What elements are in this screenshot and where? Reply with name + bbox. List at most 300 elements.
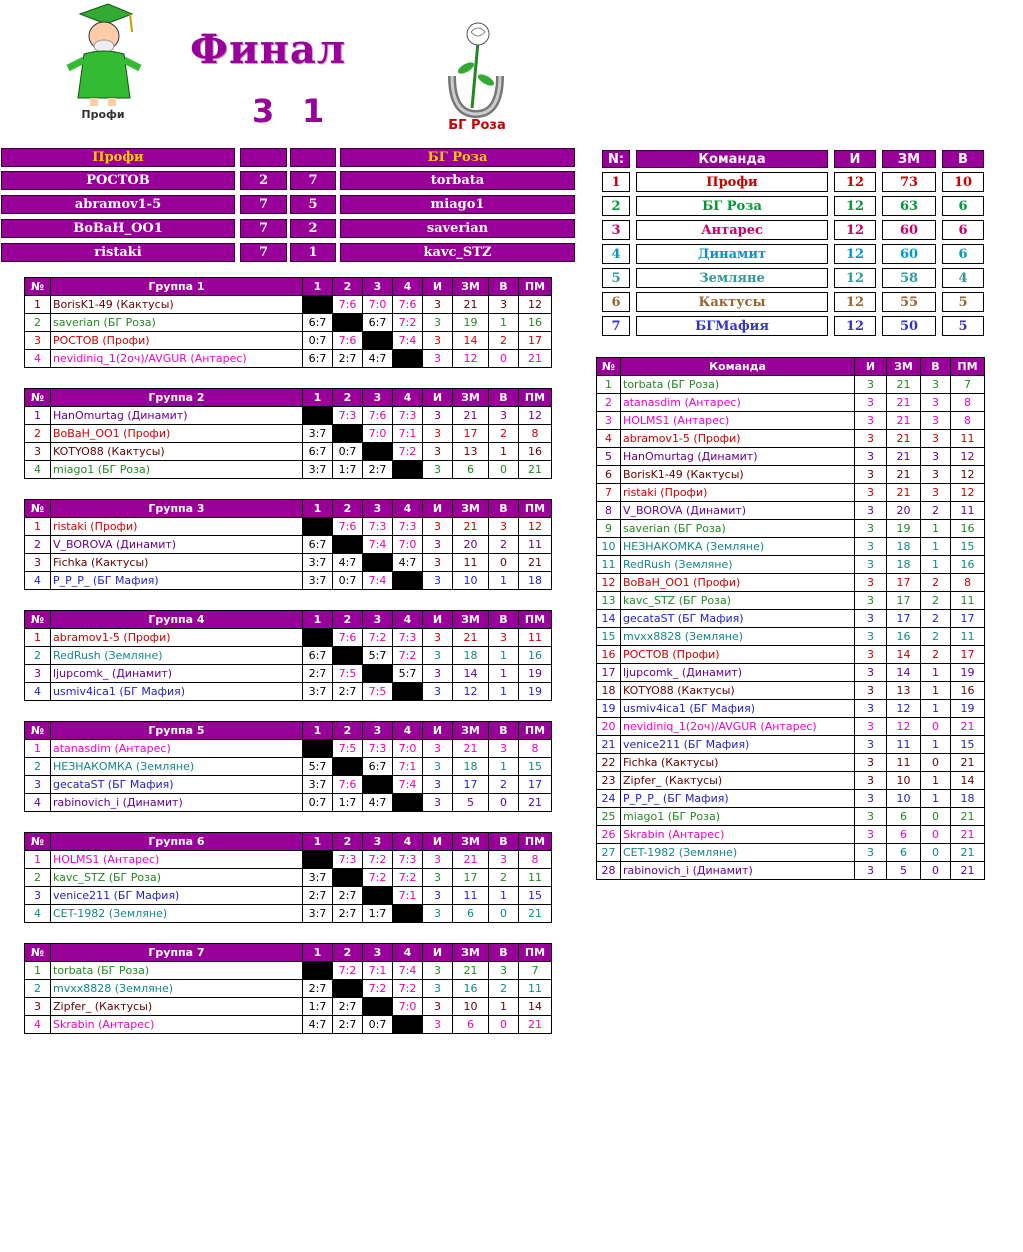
players-n-cell: 26 [597, 826, 621, 844]
players-zm-cell: 21 [887, 484, 921, 502]
players-pm-cell: 14 [951, 772, 985, 790]
players-zm-cell: 21 [887, 376, 921, 394]
players-n-cell: 19 [597, 700, 621, 718]
match-result-cell [393, 350, 423, 368]
group-v-cell: 1 [489, 314, 519, 332]
match-result-cell [303, 962, 333, 980]
group-col-header: ЗМ [453, 611, 489, 629]
group-table [24, 388, 552, 479]
players-row [597, 628, 985, 646]
players-zm-cell: 10 [887, 790, 921, 808]
match-result-cell: 2:7 [303, 665, 333, 683]
match-left-player: ristaki [1, 243, 235, 262]
players-n-cell: 12 [597, 574, 621, 592]
standings-zm-cell: 60 [882, 244, 936, 264]
group-i-cell: 3 [423, 629, 453, 647]
group-i-cell: 3 [423, 647, 453, 665]
group-col-header: 1 [303, 833, 333, 851]
match-right-player: saverian [340, 219, 575, 238]
players-n-cell: 11 [597, 556, 621, 574]
players-pm-cell: 17 [951, 646, 985, 664]
players-pm-cell: 21 [951, 862, 985, 880]
standings-i-cell: 12 [834, 220, 876, 240]
group-table [24, 499, 552, 590]
group-col-header: И [423, 944, 453, 962]
group-i-cell: 3 [423, 572, 453, 590]
match-result-cell: 3:7 [303, 869, 333, 887]
standings-col-header: И [834, 150, 876, 168]
group-header-row [25, 389, 552, 407]
match-result-cell: 5:7 [303, 758, 333, 776]
players-name-cell: KOTYO88 (Кактусы) [621, 682, 855, 700]
match-result-cell: 7:2 [363, 629, 393, 647]
group-header-row [25, 944, 552, 962]
group-col-header: В [489, 722, 519, 740]
standings-team-cell: Земляне [636, 268, 828, 288]
group-v-cell: 1 [489, 665, 519, 683]
standings-row [602, 316, 984, 336]
players-i-cell: 3 [855, 592, 887, 610]
group-col-header: И [423, 500, 453, 518]
player-name: torbata (БГ Роза) [51, 962, 303, 980]
group-col-header: ЗМ [453, 500, 489, 518]
group-row-number: 4 [25, 350, 51, 368]
group-zm-cell: 20 [453, 536, 489, 554]
players-row [597, 718, 985, 736]
group-i-cell: 3 [423, 554, 453, 572]
group-col-header: № [25, 389, 51, 407]
standings-v-cell: 5 [942, 292, 984, 312]
group-col-header: ЗМ [453, 278, 489, 296]
players-row [597, 574, 985, 592]
players-name-cell: V_BOROVA (Динамит) [621, 502, 855, 520]
players-name-cell: HanOmurtag (Динамит) [621, 448, 855, 466]
group-pm-cell: 11 [519, 629, 552, 647]
standings-i-cell: 12 [834, 316, 876, 336]
players-zm-cell: 16 [887, 628, 921, 646]
group-row-number: 2 [25, 314, 51, 332]
players-row [597, 610, 985, 628]
group-pm-cell: 15 [519, 758, 552, 776]
group-pm-cell: 21 [519, 1016, 552, 1034]
group-col-header: ПМ [519, 278, 552, 296]
group-i-cell: 3 [423, 518, 453, 536]
player-name: venice211 (БГ Мафия) [51, 887, 303, 905]
match-result-cell: 0:7 [303, 794, 333, 812]
players-row [597, 412, 985, 430]
group-row [25, 998, 552, 1016]
players-col-header: Команда [621, 358, 855, 376]
players-row [597, 862, 985, 880]
players-row [597, 376, 985, 394]
players-n-cell: 21 [597, 736, 621, 754]
standings-n-cell: 4 [602, 244, 630, 264]
players-v-cell: 1 [921, 772, 951, 790]
group-col-header: Группа 6 [51, 833, 303, 851]
group-row [25, 314, 552, 332]
match-score-cell: 7 [240, 243, 287, 262]
players-row [597, 430, 985, 448]
players-i-cell: 3 [855, 844, 887, 862]
standings-v-cell: 6 [942, 220, 984, 240]
group-row-number: 4 [25, 1016, 51, 1034]
group-i-cell: 3 [423, 962, 453, 980]
group-col-header: 1 [303, 611, 333, 629]
players-n-cell: 24 [597, 790, 621, 808]
standings-v-cell: 5 [942, 316, 984, 336]
player-name: Zipfer_ (Кактусы) [51, 998, 303, 1016]
match-right-player: kavc_STZ [340, 243, 575, 262]
standings-row [602, 268, 984, 288]
players-col-header: ЗМ [887, 358, 921, 376]
players-pm-cell: 19 [951, 664, 985, 682]
group-col-header: Группа 4 [51, 611, 303, 629]
standings-i-cell: 12 [834, 196, 876, 216]
players-row [597, 736, 985, 754]
match-result-cell: 6:7 [303, 443, 333, 461]
group-row [25, 572, 552, 590]
players-header-row [597, 358, 985, 376]
match-result-cell [333, 536, 363, 554]
group-table [24, 832, 552, 923]
players-pm-cell: 21 [951, 754, 985, 772]
match-result-cell: 3:7 [303, 461, 333, 479]
group-row [25, 443, 552, 461]
players-name-cell: Zipfer_ (Кактусы) [621, 772, 855, 790]
match-result-cell: 7:4 [363, 536, 393, 554]
players-i-cell: 3 [855, 538, 887, 556]
match-result-cell: 7:0 [363, 425, 393, 443]
group-v-cell: 3 [489, 407, 519, 425]
players-zm-cell: 21 [887, 394, 921, 412]
match-result-cell: 7:3 [333, 407, 363, 425]
match-result-cell: 7:6 [333, 296, 363, 314]
group-col-header: И [423, 611, 453, 629]
players-row [597, 808, 985, 826]
players-i-cell: 3 [855, 790, 887, 808]
group-col-header: 2 [333, 722, 363, 740]
match-result-cell: 7:3 [393, 851, 423, 869]
players-row [597, 772, 985, 790]
match-result-cell: 7:1 [393, 887, 423, 905]
players-name-cell: kavc_STZ (БГ Роза) [621, 592, 855, 610]
players-zm-cell: 17 [887, 610, 921, 628]
match-result-cell: 7:6 [333, 776, 363, 794]
match-result-cell: 6:7 [363, 758, 393, 776]
group-col-header: № [25, 944, 51, 962]
match-result-cell [303, 629, 333, 647]
group-col-header: ЗМ [453, 722, 489, 740]
group-i-cell: 3 [423, 869, 453, 887]
group-row [25, 905, 552, 923]
match-result-cell: 6:7 [303, 350, 333, 368]
players-pm-cell: 8 [951, 394, 985, 412]
group-row [25, 518, 552, 536]
group-row-number: 2 [25, 869, 51, 887]
group-zm-cell: 21 [453, 296, 489, 314]
match-result-cell: 7:3 [393, 518, 423, 536]
group-zm-cell: 18 [453, 647, 489, 665]
standings-n-cell: 5 [602, 268, 630, 288]
players-ranking-table [596, 357, 985, 880]
group-col-header: Группа 3 [51, 500, 303, 518]
players-v-cell: 0 [921, 826, 951, 844]
group-pm-cell: 11 [519, 980, 552, 998]
group-row-number: 1 [25, 962, 51, 980]
group-pm-cell: 7 [519, 962, 552, 980]
match-result-cell: 7:6 [333, 629, 363, 647]
players-pm-cell: 8 [951, 574, 985, 592]
group-row-number: 3 [25, 998, 51, 1016]
players-pm-cell: 18 [951, 790, 985, 808]
group-i-cell: 3 [423, 350, 453, 368]
players-pm-cell: 12 [951, 448, 985, 466]
standings-row [602, 244, 984, 264]
standings-row [602, 196, 984, 216]
standings-col-header: Команда [636, 150, 828, 168]
players-n-cell: 2 [597, 394, 621, 412]
players-row [597, 682, 985, 700]
group-i-cell: 3 [423, 776, 453, 794]
group-row [25, 629, 552, 647]
players-n-cell: 10 [597, 538, 621, 556]
players-col-header: № [597, 358, 621, 376]
players-i-cell: 3 [855, 664, 887, 682]
players-zm-cell: 18 [887, 556, 921, 574]
players-v-cell: 1 [921, 700, 951, 718]
players-pm-cell: 16 [951, 520, 985, 538]
match-result-cell: 4:7 [303, 1016, 333, 1034]
players-zm-cell: 18 [887, 538, 921, 556]
group-row [25, 425, 552, 443]
score-right: 1 [302, 92, 325, 130]
players-n-cell: 20 [597, 718, 621, 736]
player-name: usmiv4ica1 (БГ Мафия) [51, 683, 303, 701]
group-v-cell: 1 [489, 572, 519, 590]
players-n-cell: 9 [597, 520, 621, 538]
players-zm-cell: 14 [887, 664, 921, 682]
players-name-cell: rabinovich_i (Динамит) [621, 862, 855, 880]
page-title: Финал [190, 26, 347, 73]
group-v-cell: 3 [489, 962, 519, 980]
group-zm-cell: 14 [453, 665, 489, 683]
group-row [25, 665, 552, 683]
match-result-cell [303, 296, 333, 314]
players-v-cell: 3 [921, 394, 951, 412]
group-col-header: 4 [393, 944, 423, 962]
group-v-cell: 3 [489, 740, 519, 758]
group-col-header: 4 [393, 722, 423, 740]
group-v-cell: 1 [489, 887, 519, 905]
players-zm-cell: 14 [887, 646, 921, 664]
players-zm-cell: 6 [887, 844, 921, 862]
players-n-cell: 3 [597, 412, 621, 430]
group-col-header: В [489, 389, 519, 407]
group-zm-cell: 21 [453, 740, 489, 758]
bg-roza-logo [438, 18, 514, 118]
players-v-cell: 3 [921, 466, 951, 484]
group-header-row [25, 722, 552, 740]
players-row [597, 844, 985, 862]
group-col-header: В [489, 278, 519, 296]
group-row [25, 887, 552, 905]
match-score-cell: 7 [240, 219, 287, 238]
match-score-cell: 7 [240, 195, 287, 214]
players-row [597, 826, 985, 844]
standings-team-cell: Кактусы [636, 292, 828, 312]
group-pm-cell: 12 [519, 296, 552, 314]
players-i-cell: 3 [855, 808, 887, 826]
group-col-header: 1 [303, 389, 333, 407]
profi-logo [62, 2, 144, 124]
players-name-cell: РОСТОВ (Профи) [621, 646, 855, 664]
standings-team-cell: БГМафия [636, 316, 828, 336]
group-zm-cell: 12 [453, 350, 489, 368]
match-result-cell: 7:2 [333, 962, 363, 980]
players-row [597, 466, 985, 484]
players-n-cell: 15 [597, 628, 621, 646]
players-name-cell: venice211 (БГ Мафия) [621, 736, 855, 754]
group-col-header: 3 [363, 278, 393, 296]
player-name: rabinovich_i (Динамит) [51, 794, 303, 812]
group-v-cell: 1 [489, 998, 519, 1016]
group-row-number: 3 [25, 554, 51, 572]
player-name: KOTYO88 (Кактусы) [51, 443, 303, 461]
players-i-cell: 3 [855, 718, 887, 736]
standings-zm-cell: 58 [882, 268, 936, 288]
match-right-player: miago1 [340, 195, 575, 214]
group-pm-cell: 11 [519, 869, 552, 887]
player-name: ristaki (Профи) [51, 518, 303, 536]
players-n-cell: 16 [597, 646, 621, 664]
standings-zm-cell: 60 [882, 220, 936, 240]
players-name-cell: abramov1-5 (Профи) [621, 430, 855, 448]
standings-zm-cell: 55 [882, 292, 936, 312]
player-name: CET-1982 (Земляне) [51, 905, 303, 923]
players-name-cell: gecataST (БГ Мафия) [621, 610, 855, 628]
players-pm-cell: 16 [951, 682, 985, 700]
match-header-cell: БГ Роза [340, 148, 575, 167]
players-zm-cell: 21 [887, 412, 921, 430]
group-i-cell: 3 [423, 740, 453, 758]
players-zm-cell: 21 [887, 430, 921, 448]
match-result-cell: 0:7 [303, 332, 333, 350]
players-v-cell: 3 [921, 376, 951, 394]
players-name-cell: CET-1982 (Земляне) [621, 844, 855, 862]
players-v-cell: 0 [921, 754, 951, 772]
players-col-header: ПМ [951, 358, 985, 376]
players-pm-cell: 17 [951, 610, 985, 628]
players-i-cell: 3 [855, 754, 887, 772]
group-row [25, 332, 552, 350]
match-result-cell: 3:7 [303, 776, 333, 794]
group-v-cell: 0 [489, 794, 519, 812]
players-row [597, 592, 985, 610]
player-name: saverian (БГ Роза) [51, 314, 303, 332]
players-col-header: В [921, 358, 951, 376]
players-n-cell: 5 [597, 448, 621, 466]
players-pm-cell: 16 [951, 556, 985, 574]
players-v-cell: 1 [921, 520, 951, 538]
group-table [24, 943, 552, 1034]
match-result-cell: 7:1 [393, 758, 423, 776]
group-col-header: 1 [303, 722, 333, 740]
group-pm-cell: 12 [519, 407, 552, 425]
match-result-cell [363, 332, 393, 350]
players-row [597, 790, 985, 808]
group-col-header: № [25, 722, 51, 740]
match-score-cell: 7 [290, 171, 336, 190]
players-i-cell: 3 [855, 610, 887, 628]
group-v-cell: 0 [489, 554, 519, 572]
group-pm-cell: 18 [519, 572, 552, 590]
players-zm-cell: 6 [887, 808, 921, 826]
group-i-cell: 3 [423, 332, 453, 350]
players-name-cell: torbata (БГ Роза) [621, 376, 855, 394]
group-i-cell: 3 [423, 887, 453, 905]
group-row [25, 536, 552, 554]
group-pm-cell: 15 [519, 887, 552, 905]
match-result-cell: 7:2 [393, 980, 423, 998]
match-result-cell: 7:2 [393, 314, 423, 332]
group-header-row [25, 278, 552, 296]
group-row [25, 740, 552, 758]
player-name: V_BOROVA (Динамит) [51, 536, 303, 554]
group-zm-cell: 12 [453, 683, 489, 701]
match-result-cell: 7:1 [393, 425, 423, 443]
group-col-header: 2 [333, 611, 363, 629]
group-v-cell: 2 [489, 536, 519, 554]
standings-i-cell: 12 [834, 172, 876, 192]
players-pm-cell: 8 [951, 412, 985, 430]
players-row [597, 448, 985, 466]
group-row-number: 3 [25, 332, 51, 350]
players-v-cell: 2 [921, 610, 951, 628]
group-zm-cell: 21 [453, 407, 489, 425]
match-score-cell: 2 [290, 219, 336, 238]
players-zm-cell: 6 [887, 826, 921, 844]
match-result-cell: 7:4 [393, 776, 423, 794]
group-zm-cell: 21 [453, 518, 489, 536]
players-name-cell: mvxx8828 (Земляне) [621, 628, 855, 646]
group-pm-cell: 21 [519, 350, 552, 368]
match-result-cell [393, 572, 423, 590]
standings-v-cell: 6 [942, 196, 984, 216]
match-result-cell: 7:0 [393, 536, 423, 554]
group-col-header: 2 [333, 389, 363, 407]
players-pm-cell: 21 [951, 808, 985, 826]
group-zm-cell: 11 [453, 887, 489, 905]
players-row [597, 394, 985, 412]
group-col-header: ПМ [519, 722, 552, 740]
group-zm-cell: 13 [453, 443, 489, 461]
group-i-cell: 3 [423, 407, 453, 425]
standings-n-cell: 3 [602, 220, 630, 240]
group-table [24, 277, 552, 368]
players-row [597, 484, 985, 502]
players-pm-cell: 19 [951, 700, 985, 718]
group-col-header: Группа 2 [51, 389, 303, 407]
group-col-header: И [423, 722, 453, 740]
group-row-number: 2 [25, 425, 51, 443]
players-v-cell: 0 [921, 862, 951, 880]
match-result-cell [393, 461, 423, 479]
player-name: atanasdim (Антарес) [51, 740, 303, 758]
players-pm-cell: 12 [951, 466, 985, 484]
group-col-header: № [25, 833, 51, 851]
group-row [25, 296, 552, 314]
group-col-header: 4 [393, 833, 423, 851]
